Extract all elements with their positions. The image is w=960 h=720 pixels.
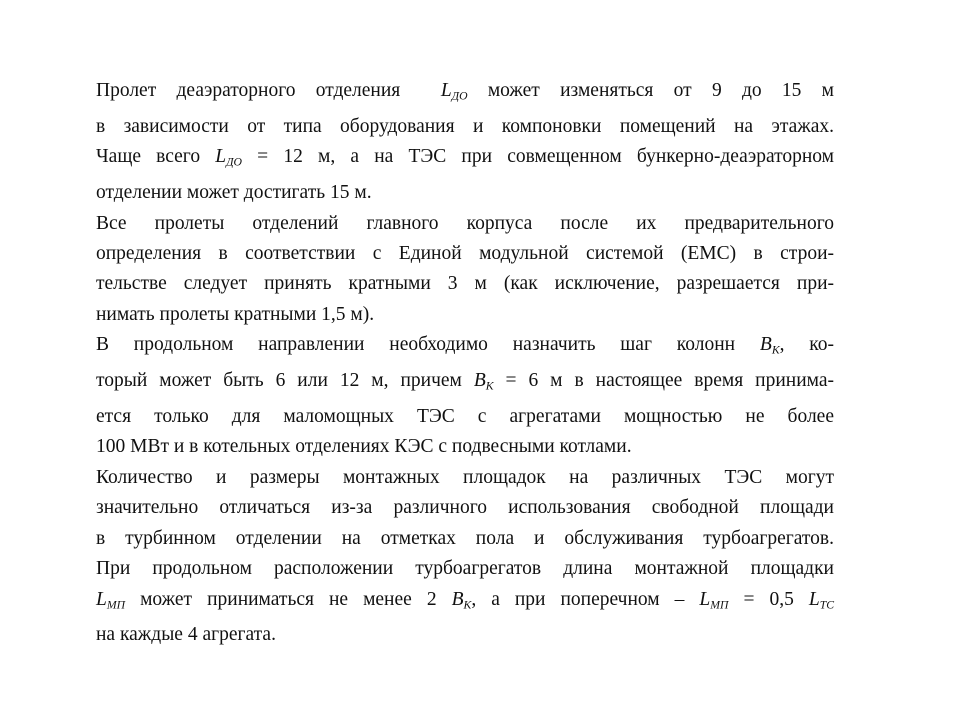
symbol-l-do xyxy=(215,146,242,167)
symbol-letter: B xyxy=(759,334,772,356)
text-span: = 6 м в настоящее время принима- xyxy=(505,370,834,392)
paragraph-4-line-1: Количество и размеры монтажных площадок на различных ТЭС могут xyxy=(96,466,834,488)
text-span: может изменяться от 9 до 15 м xyxy=(487,80,834,101)
symbol-letter: B xyxy=(473,370,486,392)
symbol-letter: B xyxy=(451,588,464,610)
symbol-letter: L xyxy=(808,588,820,610)
text-span: может приниматься не менее 2 xyxy=(140,588,437,610)
symbol-subscript: ДО xyxy=(226,155,242,169)
symbol-l-tc xyxy=(809,589,834,610)
paragraph-2-line-2: определения в соответствии с Единой модульной системой (ЕМС) в строи- xyxy=(96,243,834,265)
paragraph-2-line-4: нимать пролеты кратными 1,5 м). xyxy=(96,303,375,325)
paragraph-3-line-1 xyxy=(96,330,834,366)
paragraph-2 xyxy=(96,209,834,331)
symbol-letter: L xyxy=(96,588,107,610)
symbol-letter: L xyxy=(215,146,227,168)
paragraph-1-line-2: в зависимости от типа оборудования и компоновки помещений на этажах. xyxy=(96,115,834,137)
symbol-letter: L xyxy=(699,588,711,610)
symbol-subscript: K xyxy=(485,379,494,393)
text-span: Пролет деаэраторного отделения xyxy=(96,80,401,101)
symbol-letter: L xyxy=(440,80,452,101)
paragraph-2-line-1: Все пролеты отделений главного корпуса после их предварительного xyxy=(96,212,834,234)
symbol-subscript: K xyxy=(771,343,780,357)
paragraph-1-line-3 xyxy=(96,142,834,178)
paragraph-4-line-4: При продольном расположении турбоагрегатов длина монтажной площадки xyxy=(96,558,834,580)
paragraph-4-line-5 xyxy=(96,585,834,621)
text-span: Чаще всего xyxy=(96,146,201,168)
paragraph-3-line-2 xyxy=(96,366,834,402)
text-span: торый может быть 6 или 12 м, причем xyxy=(96,370,462,392)
symbol-subscript: TC xyxy=(819,598,835,611)
paragraph-4-line-3: в турбинном отделении на отметках пола и обслуживания турбоагрегатов. xyxy=(96,527,834,549)
paragraph-4 xyxy=(96,463,834,651)
symbol-subscript: K xyxy=(463,598,472,611)
paragraph-1-line-1 xyxy=(96,76,834,112)
paragraph-1-line-4: отделении может достигать 15 м. xyxy=(96,182,372,204)
paragraph-3-line-3: ется только для маломощных ТЭС с агрегатами мощностью не более xyxy=(96,406,834,428)
text-block xyxy=(96,76,834,651)
text-span: = 0,5 xyxy=(743,588,794,610)
text-span: В продольном направлении необходимо назначить шаг колонн xyxy=(96,334,736,356)
symbol-l-mp xyxy=(96,589,125,610)
symbol-l-do xyxy=(441,80,468,101)
paragraph-3-line-4: 100 МВт и в котельных отделениях КЭС с подвесными котлами. xyxy=(96,436,632,458)
symbol-b-k xyxy=(760,334,780,355)
paragraph-4-line-2: значительно отличаться из-за различного использования свободной площади xyxy=(96,497,834,519)
paragraph-3 xyxy=(96,330,834,463)
text-span: , ко- xyxy=(779,334,835,356)
symbol-l-mp xyxy=(699,589,728,610)
paragraph-1 xyxy=(96,76,834,209)
symbol-b-k xyxy=(452,589,472,610)
paragraph-2-line-3: тельстве следует принять кратными 3 м (как исключение, разрешается при- xyxy=(96,273,834,295)
text-span: , а при поперечном – xyxy=(471,588,685,610)
paragraph-4-line-6: на каждые 4 агрегата. xyxy=(96,624,276,646)
symbol-subscript: ДО xyxy=(451,89,468,103)
text-span: = 12 м, а на ТЭС при совмещенном бункерно-деаэраторном xyxy=(257,146,835,168)
symbol-subscript: МП xyxy=(106,598,126,611)
symbol-b-k xyxy=(474,370,494,391)
symbol-subscript: МП xyxy=(710,598,729,611)
